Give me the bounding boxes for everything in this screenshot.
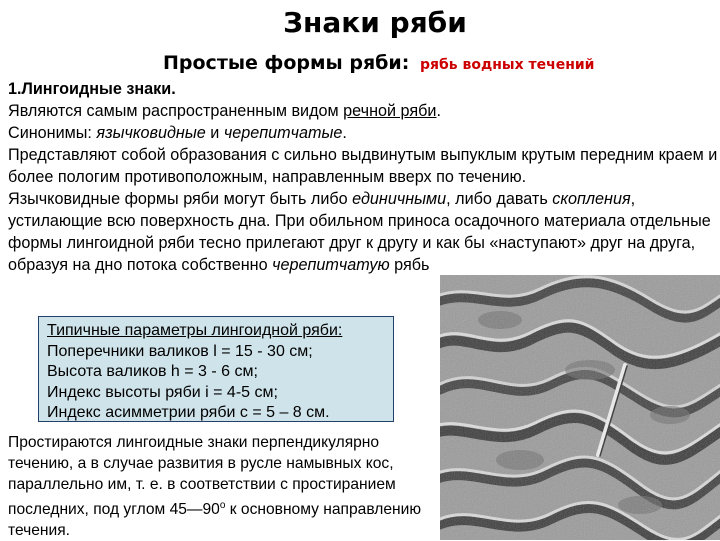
forms-imbricate: черепитчатую [272,256,390,274]
params-box [38,316,394,422]
description-paragraph: Представляют собой образования с сильно выдвинутым выпуклым крутым передним краем и более пологим противоположным, направленным вверх по течению. [8,146,718,186]
synonyms-end: . [342,124,347,142]
param-height: Высота валиков h = 3 - 6 см; [47,363,258,380]
params-heading: Типичные параметры лингоидной ряби: [47,322,343,339]
definition-end: . [436,102,441,120]
forms-text-c: , устилающие всю поверхность дна. При обильном приноса осадочного материала отдельные формы лингоидной ряби тесно прилегают друг к другу и как бы «наступают» друг на друга, образуя на дно потока собственно [8,190,711,274]
orientation-text-b: к основному направлению течения. [8,501,422,540]
forms-text-d: рябь [389,256,430,274]
ripple-photo [440,275,720,540]
definition-text: Являются самым распространенным видом [8,102,344,120]
synonyms-label: Синонимы: [8,124,97,142]
section-heading: 1.Лингоидные знаки. [8,80,176,98]
synonym-2: черепитчатые [223,124,343,142]
river-ripple-link[interactable]: речной ряби [343,102,437,120]
orientation-text-a: Простираются лингоидные знаки перпендикулярно течению, а в случае развития в русле намывных кос, параллельно им, т. е. в соответствии с простиранием последних, под углом 45—90 [8,434,396,519]
param-width: Поперечники валиков l = 15 - 30 см; [47,342,313,360]
definition-line [8,100,720,122]
synonyms-and: и [205,124,224,142]
orientation-paragraph [8,432,448,541]
synonyms-line [8,122,720,144]
forms-single: единичными [352,190,447,208]
slide-subtitle [163,52,595,74]
param-asymmetry-index: Индекс асимметрии ряби c = 5 – 8 см. [47,404,330,421]
forms-text-b: , либо давать [446,190,553,208]
forms-paragraph [8,188,720,276]
subtitle-main: Простые формы ряби: [163,52,410,74]
body-text [8,78,720,276]
slide-title: Знаки ряби [283,6,467,39]
synonym-1: язычковидные [96,124,206,142]
ripple-photo-graphic [440,275,720,540]
degree-sign: о [219,500,226,511]
forms-text-a: Язычковидные формы ряби могут быть либо [8,190,353,208]
subtitle-accent: рябь водных течений [419,57,595,73]
forms-clusters: скопления [552,190,631,208]
param-height-index: Индекс высоты ряби i = 4-5 см; [47,383,278,401]
